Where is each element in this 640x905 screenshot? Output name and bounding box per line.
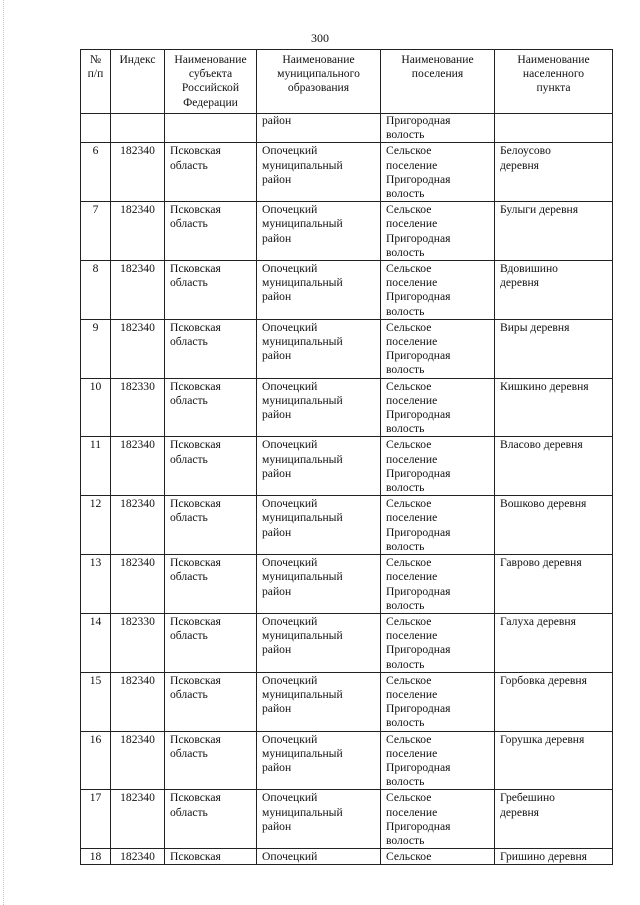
postal-index — [111, 731, 165, 790]
cell-line: поселение — [386, 217, 438, 231]
locality-name — [495, 790, 613, 849]
subject-name — [165, 437, 257, 496]
cell-line: 182340 — [120, 732, 155, 746]
cell-line: субъекта — [188, 67, 233, 81]
locality-name — [495, 437, 613, 496]
cell-line: муниципальный — [262, 805, 343, 819]
table-row — [81, 790, 613, 849]
cell-line: 7 — [92, 203, 99, 217]
cell-line: Пригородная — [386, 408, 451, 422]
cell-line: волость — [386, 245, 425, 259]
cell-line: Опочецкий — [262, 614, 318, 628]
cell-line: муниципальный — [262, 746, 343, 760]
header-settlement — [381, 50, 495, 114]
cell-line: 14 — [89, 614, 102, 628]
continuation-cell — [257, 114, 381, 143]
row-number — [81, 672, 111, 731]
cell-line: область — [170, 393, 208, 407]
cell-line: район — [262, 408, 292, 422]
table-row — [81, 496, 613, 555]
cell-line: 182340 — [120, 497, 155, 511]
cell-line: Пригородная — [386, 643, 451, 657]
cell-line: 182340 — [120, 556, 155, 570]
cell-line: Сельское — [386, 438, 432, 452]
cell-line: Пригородная — [386, 819, 451, 833]
cell-line: район — [262, 114, 292, 127]
cell-line: Федерации — [183, 95, 238, 109]
postal-index — [111, 437, 165, 496]
cell-line: Псковская — [170, 203, 221, 217]
cell-line: Сельское — [386, 320, 432, 334]
cell-line: район — [262, 466, 292, 480]
cell-line: волость — [386, 481, 425, 495]
cell-line: Опочецкий — [262, 791, 318, 805]
cell-line: 182340 — [120, 144, 155, 158]
cell-line: 182340 — [120, 791, 155, 805]
cell-line: 8 — [92, 262, 99, 276]
cell-line: Опочецкий — [262, 732, 318, 746]
cell-line: 11 — [89, 438, 102, 452]
subject-name — [165, 555, 257, 614]
cell-line: область — [170, 687, 208, 701]
cell-line: Пригородная — [386, 114, 451, 127]
table-row — [81, 672, 613, 731]
cell-line: муниципального — [277, 67, 360, 81]
cell-line: волость — [386, 598, 425, 612]
cell-line: область — [170, 335, 208, 349]
cell-line: 182340 — [120, 673, 155, 687]
cell-line: муниципальный — [262, 393, 343, 407]
cell-line: деревня — [500, 158, 539, 172]
cell-line: Горбовка деревня — [500, 673, 587, 687]
cell-line: 182340 — [120, 262, 155, 276]
cell-line: Псковская — [170, 556, 221, 570]
cell-line: 12 — [89, 497, 102, 511]
locality-name — [495, 613, 613, 672]
row-number — [81, 731, 111, 790]
cell-line: пункта — [536, 81, 571, 95]
cell-line: Сельское — [386, 262, 432, 276]
cell-line: Гребешино — [500, 791, 555, 805]
cell-line: поселение — [386, 393, 438, 407]
postal-index — [111, 143, 165, 202]
cell-line: область — [170, 805, 208, 819]
cell-line: Псковская — [170, 791, 221, 805]
cell-line: Вошково деревня — [500, 497, 587, 511]
cell-line: волость — [386, 304, 425, 318]
cell-line: Пригородная — [386, 702, 451, 716]
settlement-name — [381, 437, 495, 496]
header-number — [81, 50, 111, 114]
subject-name — [165, 672, 257, 731]
cell-line: муниципальный — [262, 687, 343, 701]
cell-line: Сельское — [386, 556, 432, 570]
cell-line: Опочецкий — [262, 438, 318, 452]
cell-line: Вдовишино — [500, 262, 558, 276]
municipality-name — [257, 731, 381, 790]
cell-line: Горушка деревня — [500, 732, 585, 746]
cell-line: Сельское — [386, 497, 432, 511]
cell-line: муниципальный — [262, 276, 343, 290]
municipality-name — [257, 496, 381, 555]
postal-index — [111, 496, 165, 555]
cell-line: населенного — [522, 67, 585, 81]
cell-line: Пригородная — [386, 290, 451, 304]
locality-name — [495, 378, 613, 437]
cell-line: Сельское — [386, 614, 432, 628]
locality-name — [495, 319, 613, 378]
locality-name — [495, 849, 613, 865]
table-row — [81, 202, 613, 261]
cell-line: волость — [386, 422, 425, 436]
cell-line: п/п — [87, 67, 104, 81]
cell-line: Псковская — [170, 497, 221, 511]
municipality-name — [257, 319, 381, 378]
cell-line: Кишкино деревня — [500, 379, 589, 393]
row-number — [81, 496, 111, 555]
cell-line: волость — [386, 716, 425, 730]
cell-line: Псковская — [170, 850, 221, 864]
cell-line: Пригородная — [386, 231, 451, 245]
header-index — [111, 50, 165, 114]
cell-line: муниципальный — [262, 158, 343, 172]
cell-line: район — [262, 702, 292, 716]
cell-line: район — [262, 290, 292, 304]
cell-line: муниципальный — [262, 217, 343, 231]
postal-index — [111, 790, 165, 849]
cell-line: Псковская — [170, 320, 221, 334]
table-row — [81, 731, 613, 790]
cell-line: область — [170, 746, 208, 760]
cell-line: волость — [386, 539, 425, 553]
cell-line: 182340 — [120, 438, 155, 452]
continuation-cell — [381, 114, 495, 143]
cell-line: поселение — [386, 570, 438, 584]
header-row — [81, 50, 613, 114]
row-number — [81, 378, 111, 437]
cell-line: Булыги деревня — [500, 203, 579, 217]
cell-line: 18 — [89, 850, 102, 864]
cell-line: область — [170, 511, 208, 525]
settlement-name — [381, 790, 495, 849]
cell-line: Сельское — [386, 791, 432, 805]
postal-index — [111, 378, 165, 437]
locality-name — [495, 496, 613, 555]
postal-index — [111, 319, 165, 378]
cell-line: Индекс — [119, 53, 156, 66]
cell-line: район — [262, 349, 292, 363]
continuation-cell — [165, 114, 257, 143]
cell-line: 182340 — [120, 203, 155, 217]
municipality-name — [257, 613, 381, 672]
row-number — [81, 202, 111, 261]
cell-line: поселение — [386, 335, 438, 349]
locality-name — [495, 143, 613, 202]
cell-line: поселение — [386, 276, 438, 290]
cell-line: Сельское — [386, 144, 432, 158]
cell-line: Галуха деревня — [500, 614, 576, 628]
cell-line: Псковская — [170, 614, 221, 628]
continuation-cell — [81, 114, 111, 143]
cell-line: Опочецкий — [262, 673, 318, 687]
subject-name — [165, 613, 257, 672]
cell-line: район — [262, 231, 292, 245]
cell-line: район — [262, 819, 292, 833]
table-row — [81, 143, 613, 202]
row-number — [81, 143, 111, 202]
settlement-name — [381, 319, 495, 378]
cell-line: Опочецкий — [262, 144, 318, 158]
locality-name — [495, 672, 613, 731]
settlement-name — [381, 261, 495, 320]
table-header — [81, 50, 613, 114]
cell-line: район — [262, 172, 292, 186]
municipality-name — [257, 849, 381, 865]
cell-line: Белоусово — [500, 144, 551, 158]
cell-line: муниципальный — [262, 335, 343, 349]
cell-line: Пригородная — [386, 584, 451, 598]
cell-line: Сельское — [386, 379, 432, 393]
cell-line: Псковская — [170, 438, 221, 452]
cell-line: Псковская — [170, 673, 221, 687]
cell-line: Пригородная — [386, 349, 451, 363]
cell-line: Гришино деревня — [500, 850, 588, 864]
table-body — [81, 114, 613, 865]
subject-name — [165, 790, 257, 849]
cell-line: Сельское — [386, 732, 432, 746]
municipality-name — [257, 378, 381, 437]
cell-line: 13 — [89, 556, 102, 570]
cell-line: Опочецкий — [262, 379, 318, 393]
settlement-name — [381, 202, 495, 261]
row-number — [81, 319, 111, 378]
cell-line: поселение — [386, 805, 438, 819]
locality-name — [495, 731, 613, 790]
cell-line: Сельское — [386, 673, 432, 687]
cell-line: Пригородная — [386, 760, 451, 774]
settlement-name — [381, 849, 495, 865]
cell-line: Опочецкий — [262, 556, 318, 570]
header-locality — [495, 50, 613, 114]
cell-line: поселения — [411, 67, 464, 81]
cell-line: Опочецкий — [262, 320, 318, 334]
row-number — [81, 613, 111, 672]
cell-line: поселение — [386, 158, 438, 172]
cell-line: Наименование — [401, 53, 474, 66]
subject-name — [165, 849, 257, 865]
cell-line: район — [262, 643, 292, 657]
locality-name — [495, 202, 613, 261]
cell-line: область — [170, 276, 208, 290]
cell-line: Гаврово деревня — [500, 556, 582, 570]
cell-line: Опочецкий — [262, 262, 318, 276]
cell-line: 15 — [89, 673, 102, 687]
cell-line: образования — [287, 81, 350, 95]
cell-line: 10 — [89, 379, 102, 393]
cell-line: 182340 — [120, 850, 155, 864]
cell-line: поселение — [386, 746, 438, 760]
municipality-name — [257, 143, 381, 202]
cell-line: деревня — [500, 276, 539, 290]
cell-line: № — [89, 53, 102, 66]
row-number — [81, 790, 111, 849]
cell-line: область — [170, 217, 208, 231]
table-row — [81, 613, 613, 672]
settlement-name — [381, 613, 495, 672]
municipality-name — [257, 555, 381, 614]
municipality-name — [257, 437, 381, 496]
subject-name — [165, 261, 257, 320]
continuation-row — [81, 114, 613, 143]
settlement-name — [381, 672, 495, 731]
cell-line: муниципальный — [262, 511, 343, 525]
cell-line: муниципальный — [262, 570, 343, 584]
table-row — [81, 555, 613, 614]
cell-line: 9 — [92, 320, 99, 334]
scan-edge-mark — [3, 0, 5, 905]
cell-line: область — [170, 452, 208, 466]
cell-line: область — [170, 629, 208, 643]
postal-index — [111, 849, 165, 865]
cell-line: 6 — [92, 144, 99, 158]
row-number — [81, 849, 111, 865]
cell-line: Российской — [181, 81, 240, 95]
cell-line: 182330 — [120, 379, 155, 393]
cell-line: 17 — [89, 791, 102, 805]
cell-line: Виры деревня — [500, 320, 570, 334]
cell-line: 182340 — [120, 320, 155, 334]
locality-name — [495, 261, 613, 320]
continuation-cell — [111, 114, 165, 143]
cell-line: поселение — [386, 687, 438, 701]
table-row — [81, 378, 613, 437]
cell-line: Наименование — [517, 53, 590, 66]
settlement-name — [381, 378, 495, 437]
postal-index — [111, 672, 165, 731]
cell-line: Псковская — [170, 732, 221, 746]
row-number — [81, 437, 111, 496]
table-row — [81, 319, 613, 378]
cell-line: Пригородная — [386, 466, 451, 480]
cell-line: Наименование — [174, 53, 247, 66]
postal-index — [111, 261, 165, 320]
cell-line: поселение — [386, 452, 438, 466]
settlement-name — [381, 555, 495, 614]
cell-line: Опочецкий — [262, 203, 318, 217]
header-municipality — [257, 50, 381, 114]
postal-index — [111, 555, 165, 614]
cell-line: волость — [386, 187, 425, 201]
subject-name — [165, 378, 257, 437]
cell-line: район — [262, 584, 292, 598]
cell-line: Наименование — [282, 53, 355, 66]
settlements-table — [80, 49, 613, 865]
cell-line: муниципальный — [262, 629, 343, 643]
cell-line: Опочецкий — [262, 850, 318, 864]
table-row — [81, 437, 613, 496]
cell-line: область — [170, 570, 208, 584]
table-row — [81, 849, 613, 865]
subject-name — [165, 319, 257, 378]
municipality-name — [257, 261, 381, 320]
table-row — [81, 261, 613, 320]
municipality-name — [257, 790, 381, 849]
row-number — [81, 261, 111, 320]
cell-line: деревня — [500, 805, 539, 819]
cell-line: поселение — [386, 511, 438, 525]
cell-line: 16 — [89, 732, 102, 746]
cell-line: область — [170, 158, 208, 172]
postal-index — [111, 202, 165, 261]
cell-line: Пригородная — [386, 172, 451, 186]
cell-line: волость — [386, 128, 425, 142]
cell-line: Псковская — [170, 262, 221, 276]
continuation-cell — [495, 114, 613, 143]
subject-name — [165, 202, 257, 261]
cell-line: Власово деревня — [500, 438, 583, 452]
cell-line: волость — [386, 775, 425, 789]
settlement-name — [381, 731, 495, 790]
cell-line: волость — [386, 363, 425, 377]
cell-line: поселение — [386, 629, 438, 643]
settlement-name — [381, 496, 495, 555]
cell-line: Псковская — [170, 144, 221, 158]
cell-line: муниципальный — [262, 452, 343, 466]
cell-line: Сельское — [386, 850, 432, 864]
subject-name — [165, 731, 257, 790]
cell-line: район — [262, 525, 292, 539]
cell-line: волость — [386, 833, 425, 847]
municipality-name — [257, 672, 381, 731]
postal-index — [111, 613, 165, 672]
cell-line: волость — [386, 657, 425, 671]
row-number — [81, 555, 111, 614]
cell-line: Сельское — [386, 203, 432, 217]
header-subject — [165, 50, 257, 114]
cell-line: Псковская — [170, 379, 221, 393]
cell-line: Опочецкий — [262, 497, 318, 511]
municipality-name — [257, 202, 381, 261]
page-number: 300 — [311, 31, 329, 45]
cell-line: район — [262, 760, 292, 774]
locality-name — [495, 555, 613, 614]
cell-line: Пригородная — [386, 525, 451, 539]
subject-name — [165, 143, 257, 202]
subject-name — [165, 496, 257, 555]
settlement-name — [381, 143, 495, 202]
cell-line: 182330 — [120, 614, 155, 628]
